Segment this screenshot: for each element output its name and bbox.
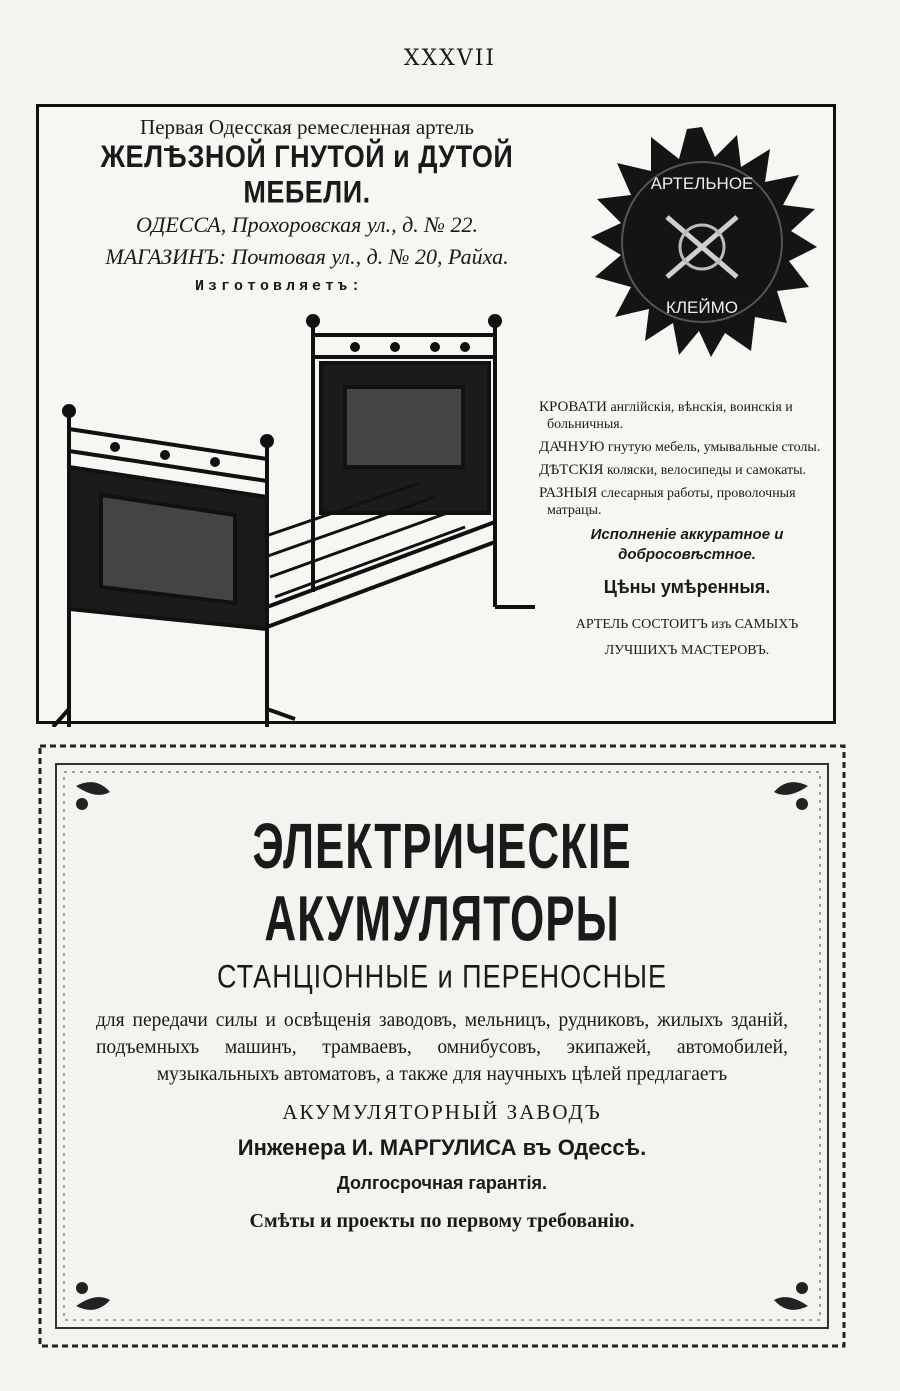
- list-item: ДАЧНУЮ гнутую мебель, умывальные столы.: [539, 439, 821, 455]
- product-list: [539, 399, 835, 664]
- furniture-advertisement: [36, 104, 836, 724]
- factory-name: АКУМУЛЯТОРНЫЙ ЗАВОДЪ: [282, 1100, 602, 1124]
- workshop-address: ОДЕССА, Прохоровская ул., д. № 22.: [135, 212, 479, 237]
- list-item: ДѢТСКІЯ коляски, велосипеды и самокаты.: [539, 462, 807, 478]
- estimates-note: Смѣты и проекты по первому требованію.: [249, 1210, 635, 1232]
- engineer-name: Инженера И. МАРГУЛИСА въ Одессѣ.: [237, 1135, 647, 1160]
- artel-name: Первая Одесская ремесленная артель: [140, 115, 474, 139]
- advertisement-text: для передачи силы и освѣщенія заводовъ, мельницъ, рудниковъ, жилыхъ зданій, подъемныхъ машинъ, трамваевъ, омнибусовъ, экипажей, автомобилей, музыкальныхъ автоматовъ, а также для научныхъ цѣлей предлагаетъ: [96, 1010, 788, 1085]
- quality-note: Исполненіе аккуратное и добросовѣстное.: [590, 526, 784, 563]
- advertisement-subtitle: СТАНЦІОННЫЕ и ПЕРЕНОСНЫЕ: [216, 958, 667, 995]
- manufactures-label: Изготовляетъ:: [195, 278, 365, 295]
- shop-address: МАГАЗИНЪ: Почтовая ул., д. № 20, Райха.: [105, 244, 509, 269]
- stamp-top-text: АРТЕЛЬНОЕ: [650, 174, 754, 193]
- product-heading: ЖЕЛѢЗНОЙ ГНУТОЙ и ДУТОЙ МЕБЕЛИ.: [100, 139, 514, 210]
- advertisement-title: ЭЛЕКТРИЧЕСКІЕ АКУМУЛЯТОРЫ: [252, 811, 632, 956]
- guarantee-note: Долгосрочная гарантія.: [336, 1173, 548, 1193]
- accumulators-advertisement: [36, 742, 848, 1350]
- prices-note: Цѣны умѣренныя.: [603, 577, 771, 597]
- advertisement-header: [47, 115, 567, 295]
- list-item: КРОВАТИ англійскія, вѣнскія, воинскія и больничныя.: [539, 399, 793, 432]
- list-item: РАЗНЫЯ слесарныя работы, проволочныя матрацы.: [539, 485, 796, 518]
- artel-masters-note: АРТЕЛЬ СОСТОИТЪ изъ САМЫХЪ ЛУЧШИХЪ МАСТЕРОВЪ.: [575, 617, 799, 658]
- advertisement-body: [96, 812, 788, 1233]
- stamp-bottom-text: КЛЕЙМО: [665, 298, 739, 317]
- page-number: XXXVII: [403, 46, 497, 71]
- iron-bed-illustration: [45, 307, 565, 727]
- artel-stamp-seal: [587, 127, 817, 357]
